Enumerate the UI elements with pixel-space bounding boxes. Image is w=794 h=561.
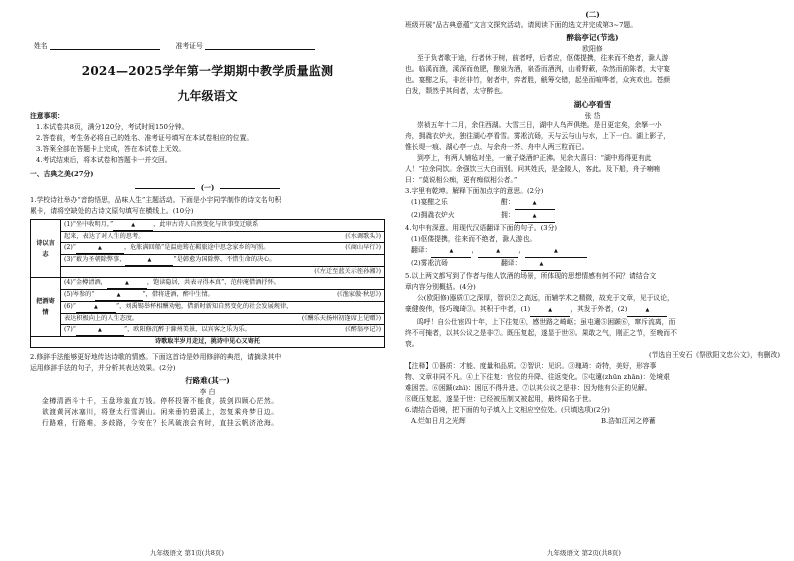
answer-blank[interactable]: ▲ xyxy=(515,197,555,210)
answer-blank[interactable]: ▲ xyxy=(530,304,570,317)
question-4: 4.句中有深意。用现代汉语翻译下面的句子。(3分) xyxy=(405,224,558,232)
notes-heading: 注意事项： xyxy=(30,112,64,120)
card-category: 把酒寄情 xyxy=(31,278,61,337)
question-2-line: 运用修辞手法的句子，并分析其表达效果。(2分) xyxy=(30,364,176,372)
poem-title: 行路难(其一) xyxy=(185,376,230,385)
poem-line: 金樽清酒斗十千，玉盘珍羞直万钱。停杯投箸不能食，拔剑四顾心茫然。 xyxy=(42,397,279,405)
card-row: (2)“ ▲ ，危胀满回船”是温庭筠在羁旅途中思念家乡的写照。 (《商山早行》) xyxy=(64,243,381,254)
answer-blank[interactable]: ▲ xyxy=(76,243,124,254)
section-heading: 一、古典之美(27分) xyxy=(30,170,94,178)
answer-blank[interactable]: ▲ xyxy=(431,245,471,258)
text1-title: 醉翁亭记(节选) xyxy=(566,33,619,42)
poem-line: 行路难，行路难，多歧路，今安在？长风破浪会有时，直挂云帆济沧海。 xyxy=(42,419,279,427)
card-row: (5)岑参的“ ▲ ”，借将进酒，醉中生情。 (《渔家傲·秋思》) xyxy=(64,290,381,301)
candidate-fields xyxy=(34,40,385,50)
text2-author: 张 岱 xyxy=(584,112,601,120)
option-a[interactable]: A.烂如日月之光辉 xyxy=(411,417,466,425)
question-1-line: 1.学校诗社举办“音韵悟思，品味人生”主题活动。下面是小宇同学制作的诗文名句积 xyxy=(30,196,282,204)
answer-blank[interactable]: ▲ xyxy=(107,278,147,289)
reading-intro: 班级开展“品古典意蕴”文言文探究活动。请阅读下面的选文并完成第3~7题。 xyxy=(405,21,637,29)
question-5-line: 5.以上两文都写到了作者与他人饮酒的场景，所体现的思想情感有何不同？请结合文 xyxy=(405,272,657,280)
answer-blank[interactable]: ▲ xyxy=(76,302,116,313)
text1-line: 白发，颓然乎其间者，太守醉也。 xyxy=(405,87,507,95)
text1-line: 也。临溪而渔，溪深而鱼肥，酿泉为酒，泉香而酒洌，山肴野蔌，杂然而前陈者，太守宴 xyxy=(405,65,671,73)
question-4-translation: 翻译： ▲ ， ▲ ， ▲ xyxy=(405,245,780,258)
part-heading: (一) xyxy=(30,183,385,193)
text2-line: 到亭上，有两人铺毡对坐，一童子烧酒炉正沸。见余大喜曰：“湖中焉得更有此 xyxy=(417,154,652,162)
card-row: (1)“坐中收明月，” ▲ ，此审古诗人自然变化与世事变迁联系 xyxy=(64,220,381,231)
page-footer: 九年级语文 第1页(共8页) xyxy=(150,549,224,557)
answer-blank[interactable]: ▲ xyxy=(525,245,587,258)
annotation-line: 【注释】①器质：才能、度量和品质。②智识：见识。③瑰琦：奇特，美好，形容事 xyxy=(405,362,657,370)
exam-number-field[interactable] xyxy=(176,40,315,50)
answer-blank[interactable]: ▲ xyxy=(515,210,555,223)
answer-blank[interactable]: ▲ xyxy=(125,255,173,266)
card-row: (《左迁至蓝关示侄孙湘》) xyxy=(314,268,381,275)
poem-line: 欲渡黄河冰塞川，将登太行雪满山。闲来垂钓碧溪上，忽复乘舟梦日边。 xyxy=(42,408,279,416)
text3-line: 公(欧阳修)器质①之深厚，智识②之高远，而辅学术之精微，故充于文章，见于议论， xyxy=(417,294,674,302)
poetry-card xyxy=(30,219,385,348)
card-row: (6)“ ▲ ”，刘禹锡举杯相酬劝勉，借新时新知自然变化的社会发展规律， xyxy=(64,302,381,313)
question-3-item: (2)拥毳衣炉火 拥： ▲ xyxy=(405,210,780,223)
question-6: 6.请结合语境，把下面的句子填入上文相应空位处。(只填选项)(2分) xyxy=(405,406,610,414)
question-3: 3.字里有乾坤。解释下面加点字的意思。(2分) xyxy=(405,187,544,195)
question-1-line: 累卡，请将空缺处的古诗文原句填写在横线上。(10分) xyxy=(30,207,194,215)
question-5-line: 章内容分别概括。(4分) xyxy=(405,283,476,291)
option-b[interactable]: B.浩如江河之停蓄 xyxy=(601,417,656,425)
text2-title: 湖心亭看雪 xyxy=(573,100,612,109)
card-category: 诗以言志 xyxy=(31,220,61,278)
card-footer: 诗歌取半岁月走过，挑诗中见心又寄托 xyxy=(31,337,385,348)
right-page xyxy=(397,0,794,561)
answer-blank[interactable]: ▲ xyxy=(521,258,561,271)
text3-line: 豪健俊伟，怪巧瑰琦③。其积于中者，(1) ▲ ，其发于外者，(2) ▲ xyxy=(405,304,780,317)
question-4-sentence: (1)伛偻提携，往来而不绝者，滁人游也。 xyxy=(411,235,537,243)
answer-blank[interactable]: ▲ xyxy=(478,245,518,258)
question-2-line: 2.修辞手法能够更好地传达诗歌的情感。下面这首诗是妙用修辞的典范，请摘录其中 xyxy=(30,353,282,361)
exam-number-label: 准考证号 xyxy=(175,42,203,50)
exam-subject: 九年级语文 xyxy=(177,89,238,103)
card-row: 表达积极向上的人生态度。 (《酬乐天扬州初逢席上见赠》) xyxy=(64,315,381,322)
card-row: 起来，表达了对人生的思考。 (《水调歌头》) xyxy=(64,233,381,240)
text1-line: 至于负者歌于途，行者休于树，前者呼，后者应，伛偻提携，往来而不绝者，滁人游 xyxy=(417,54,669,62)
card-row: (3)“薮为圣朝除弊事， ▲ ”是韩愈为国除弊、不惜生命的决心。 xyxy=(64,255,381,266)
text2-line: 人！”拉余同饮。余强饮三大白而别。问其姓氏，是金陵人，客此。及下船，舟子喃喃 xyxy=(405,165,660,173)
part-heading: (二) xyxy=(585,10,600,19)
text3-line: 衰。 xyxy=(405,340,419,348)
text2-line: 曰：“莫说相公痴，更有痴似相公者。” xyxy=(405,176,518,184)
text2-line: 惟长堤一痕、湖心亭一点、与余舟一芥、舟中人两三粒而已。 xyxy=(405,143,589,151)
note-item: 3.答案全部在答题卡上完成，答在本试卷上无效。 xyxy=(36,145,186,153)
name-field[interactable] xyxy=(34,40,160,50)
text3-line: 终不可掩者，以其公议之是非⑦。既压复起，遂显于世⑧。果敢之气，刚正之节，至晚而不 xyxy=(405,329,677,337)
text1-line: 也。宴酣之乐，非丝非竹，射者中，弈者胜，觥筹交错，起坐而喧哗者，众宾欢也。苍颜 xyxy=(405,76,671,84)
note-item: 1.本试卷共8页，满分120分，考试时间150分钟。 xyxy=(36,123,189,131)
answer-blank[interactable]: ▲ xyxy=(95,290,143,301)
annotation-line: 物、文章非同不凡。④上下往复：官位的升降、往返变化。⑤屯邅(zhūn zhān)：处境艰 xyxy=(405,373,670,381)
note-item: 2.答卷前，考生务必将自己的姓名、准考证号填写在本试卷相应的位置。 xyxy=(36,134,254,142)
text2-line: 崇祯五年十二月，余住西湖。大雪三日，湖中人鸟声俱绝。是日更定矣，余拏一小 xyxy=(417,121,662,129)
answer-blank[interactable]: ▲ xyxy=(113,220,153,231)
poem-author: 李 白 xyxy=(199,388,216,396)
answer-blank[interactable]: ▲ xyxy=(627,304,667,317)
question-4-translation: (2)雾凇沆砀 翻译： ▲ xyxy=(405,258,780,271)
text2-line: 舟，拥毳衣炉火，独往湖心亭看雪。雾凇沆砀，天与云与山与水，上下一白。湖上影子， xyxy=(405,132,671,140)
card-row: (4)“金樽清酒， ▲ ，饱读隐居，共表寻得本真”，范仲淹借酒抒怀。 xyxy=(64,278,381,289)
text3-line: 呜呼！自公仕宦四十年，上下往复④，感世路之崎岖；虽屯邅⑤困踬⑥，窜斥流离，而 xyxy=(417,318,676,326)
note-item: 4.考试结束后，将本试卷和答题卡一并交回。 xyxy=(36,156,172,164)
annotation-line: 难困苦。⑥困踬(zhì)：困厄不得升进。⑦以其公议之是非：因为他有公正的见解。 xyxy=(405,384,652,392)
card-row: (7)“ ▲ ”，欧阳修沉醉于滁州美景，以宾客之乐为乐。 (《醉翁亭记》) xyxy=(64,325,381,336)
text1-author: 欧阳修 xyxy=(582,45,603,53)
page-footer: 九年级语文 第2页(共8页) xyxy=(547,549,621,557)
question-3-item: (1)宴酣之乐 酣： ▲ xyxy=(405,197,780,210)
exam-title: 2024—2025学年第一学期期中教学质量监测 xyxy=(81,64,334,78)
source-note: (节选自王安石《祭欧阳文忠公文》，有删改) xyxy=(648,351,780,359)
name-label: 姓名 xyxy=(34,42,48,50)
answer-blank[interactable]: ▲ xyxy=(76,325,124,336)
question-6-options xyxy=(405,416,780,427)
annotation-line: ⑧既压复起，遂显于世：已经被压制又被起用，最终闻名于世。 xyxy=(405,395,596,403)
